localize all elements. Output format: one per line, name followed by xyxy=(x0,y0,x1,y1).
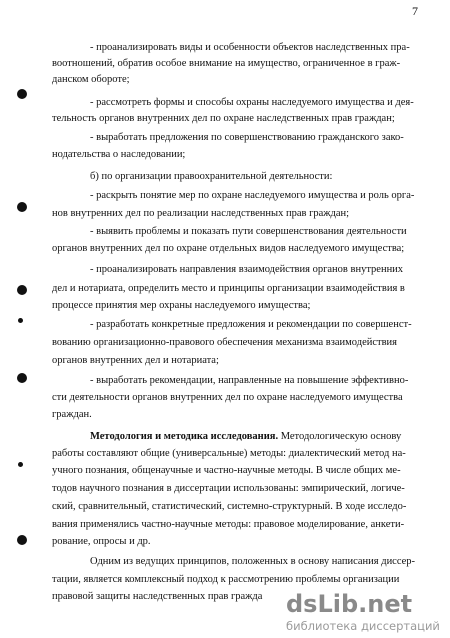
text-line: - выявить проблемы и показать пути совершенствования деятельности xyxy=(90,226,407,237)
watermark-logo: dsLib.net xyxy=(286,590,413,618)
text-line: - проанализировать направления взаимодействия органов внутренних xyxy=(90,264,404,275)
text-line: органов внутренних дел и нотариата; xyxy=(52,355,219,366)
text-line: ский, сравнительный, статистический, системно-структурный. В ходе исследо- xyxy=(52,501,407,512)
binding-mark xyxy=(18,318,23,323)
text-line: данском обороте; xyxy=(52,74,130,85)
text-line: правовой защиты наследственных прав гражда xyxy=(52,591,263,602)
watermark-subtitle: библиотека диссертаций xyxy=(286,619,440,633)
text-line: нодательства о наследовании; xyxy=(52,149,186,160)
text-line: - рассмотреть формы и способы охраны наследуемого имущества и дея- xyxy=(90,97,414,108)
text-fragment: Методологическую основу xyxy=(280,431,402,442)
text-line: процессе принятия мер охраны наследуемого имущества; xyxy=(52,300,311,311)
text-line: дел и нотариата, определить место и принципы организации взаимодействия в xyxy=(52,283,405,294)
text-line: - проанализировать виды и особенности объектов наследственных пра- xyxy=(90,42,410,53)
binding-hole xyxy=(17,285,27,295)
binding-hole xyxy=(17,89,27,99)
binding-hole xyxy=(17,535,27,545)
text-line: Одним из ведущих принципов, положенных в основу написания диссер- xyxy=(90,556,416,567)
text-line: вованию организационно-правового обеспечения механизма взаимодействия xyxy=(52,337,398,348)
text-line: - выработать рекомендации, направленные на повышение эффективно- xyxy=(90,375,409,386)
page-number: 7 xyxy=(412,4,418,18)
text-line: рование, опросы и др. xyxy=(52,536,151,547)
methodology-heading: Методология и методика исследования. xyxy=(90,431,279,442)
binding-mark xyxy=(18,462,23,467)
text-line: тодов научного познания в диссертации использованы: эмпирический, логиче- xyxy=(52,483,405,494)
text-line: тельность органов внутренних дел по охране наследственных прав граждан; xyxy=(52,113,395,124)
text-line: учного познания, общенаучные и частно-научные методы. В числе общих ме- xyxy=(52,465,401,476)
binding-hole xyxy=(17,202,27,212)
methodology-heading-line xyxy=(90,431,402,443)
text-line: вания применялись частно-научные методы: правовое моделирование, анкети- xyxy=(52,519,405,530)
text-line: - раскрыть понятие мер по охране наследуемого имущества и роль орга- xyxy=(90,190,415,201)
binding-hole xyxy=(17,373,27,383)
text-line: - выработать предложения по совершенствованию гражданского зако- xyxy=(90,132,404,143)
text-line: тации, является комплексный подход к рассмотрению проблемы организации xyxy=(52,574,400,585)
text-line: нов внутренних дел по реализации наследственных прав граждан; xyxy=(52,208,350,219)
text-line: граждан. xyxy=(52,409,92,420)
watermark xyxy=(278,588,450,638)
text-line: воотношений, обратив особое внимание на имущество, ограниченное в граж- xyxy=(52,58,401,69)
text-line: работы составляют общие (универсальные) методы: диалектический метод на- xyxy=(52,448,406,459)
text-line: б) по организации правоохранительной деятельности: xyxy=(90,171,333,182)
text-line: органов внутренних дел по охране отдельных видов наследуемого имущества; xyxy=(52,243,405,254)
text-line: - разработать конкретные предложения и рекомендации по совершенст- xyxy=(90,319,412,330)
text-line: сти деятельности органов внутренних дел по охране наследуемого имущества xyxy=(52,392,403,403)
